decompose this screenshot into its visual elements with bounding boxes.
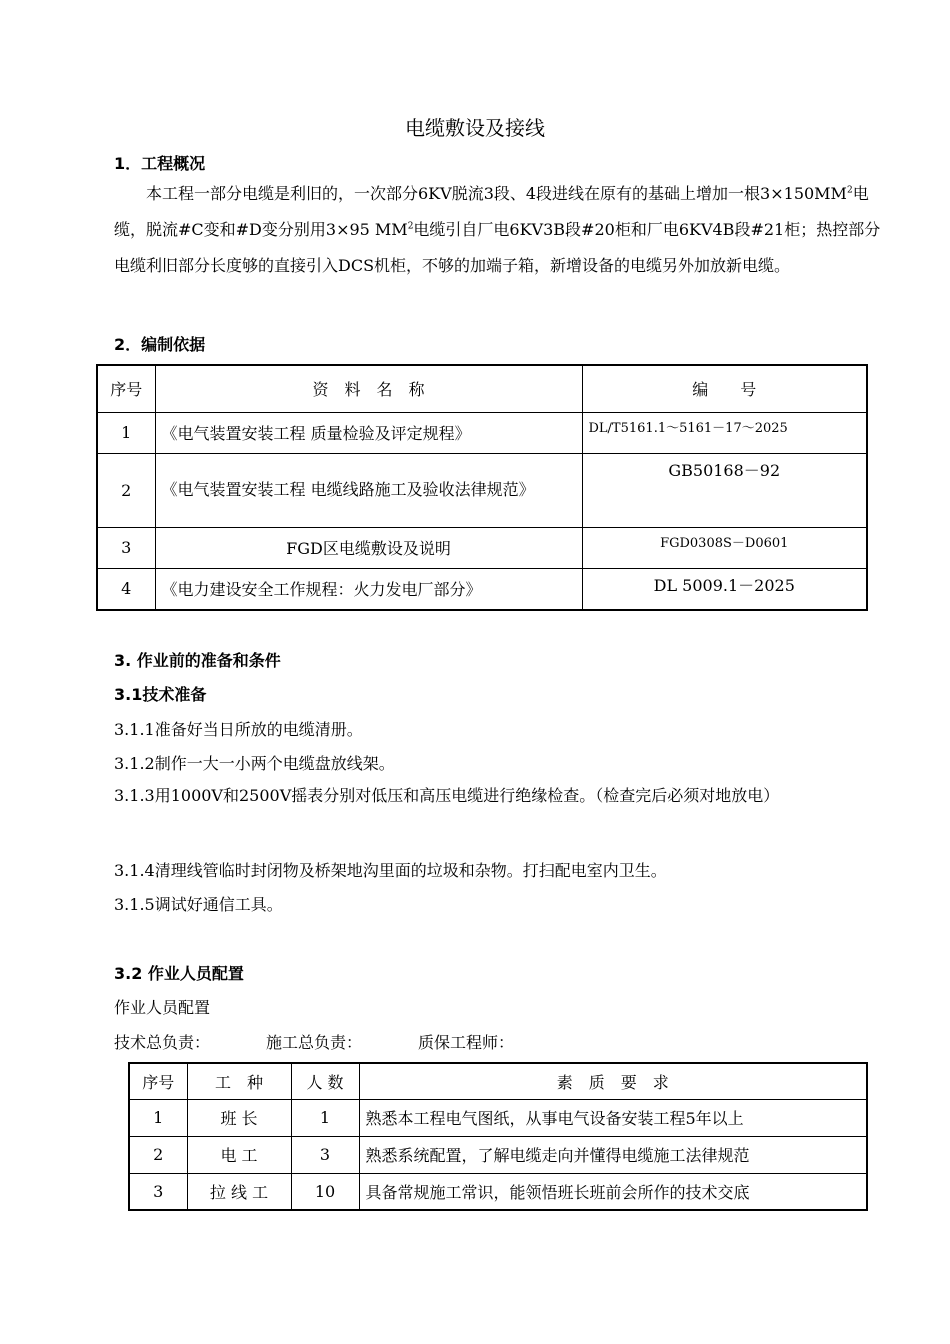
row-requirement: 熟悉系统配置，了解电缆走向并懂得电缆施工法律规范 [359, 1136, 867, 1173]
section-1-heading: 1．工程概况 [114, 154, 206, 173]
row-count: 10 [291, 1173, 359, 1210]
superscript-b: 2 [407, 221, 414, 232]
row-requirement: 具备常规施工常识，能领悟班长班前会所作的技术交底 [359, 1173, 867, 1210]
header-cell: 序号 [97, 365, 155, 412]
table-row [97, 412, 867, 453]
tech-manager-label: 技术总负责： [114, 1033, 211, 1052]
row-no: 2 [129, 1136, 187, 1173]
header-cell: 编 号 [582, 365, 867, 412]
table-header-row [129, 1063, 867, 1099]
document-title: 电缆敷设及接线 [405, 116, 545, 140]
row-type: 电 工 [187, 1136, 291, 1173]
superscript-a: 2 [846, 185, 853, 196]
para-part-c: 电缆引自厂电6KV3B段#20柜和厂电6KV4B段#21柜；热控部分电缆利旧部分长度够的直接引入DCS机柜，不够的加端子箱，新增设备的电缆另外加放新电缆。 [114, 220, 881, 275]
qa-engineer-label: 质保工程师： [418, 1033, 515, 1052]
table-header-row [97, 365, 867, 412]
row-no: 2 [97, 453, 155, 527]
table-row [129, 1173, 867, 1210]
manager-line [114, 1030, 514, 1053]
table-row [97, 527, 867, 568]
row-code: DL/T5161.1～5161－17～2025 [582, 412, 867, 453]
table-row [129, 1136, 867, 1173]
row-name: FGD区电缆敷设及说明 [155, 527, 582, 568]
reference-table [96, 364, 868, 611]
para-part-a: 本工程一部分电缆是利旧的，一次部分6KV脱流3段、4段进线在原有的基础上增加一根3×150MM [146, 184, 847, 203]
section-1-paragraph [114, 176, 882, 284]
row-name: 《电力建设安全工作规程：火力发电厂部分》 [155, 568, 582, 610]
row-code: GB50168－92 [582, 453, 867, 527]
row-type: 班 长 [187, 1099, 291, 1136]
row-code: FGD0308S－D0601 [582, 527, 867, 568]
row-count: 3 [291, 1136, 359, 1173]
construction-manager-label: 施工总负责： [266, 1033, 363, 1052]
row-no: 4 [97, 568, 155, 610]
row-name: 《电气装置安装工程 电缆线路施工及验收法律规范》 [155, 453, 582, 527]
row-type: 拉 线 工 [187, 1173, 291, 1210]
row-name: 《电气装置安装工程 质量检验及评定规程》 [155, 412, 582, 453]
row-no: 1 [97, 412, 155, 453]
row-no: 3 [129, 1173, 187, 1210]
row-no: 3 [97, 527, 155, 568]
para-part-b: 电缆，脱流#C变和#D变分别用3×95 MM [114, 184, 869, 239]
list-item: 3.1.5调试好通信工具。 [114, 895, 283, 914]
header-cell: 工 种 [187, 1063, 291, 1099]
table-row [97, 568, 867, 610]
list-item: 3.1.1准备好当日所放的电缆清册。 [114, 720, 363, 739]
section-2-heading: 2．编制依据 [114, 335, 206, 354]
table-row [129, 1099, 867, 1136]
section-3-heading: 3. 作业前的准备和条件 [114, 651, 281, 670]
row-no: 1 [129, 1099, 187, 1136]
row-code: DL 5009.1－2025 [582, 568, 867, 610]
section-3-2-text: 作业人员配置 [114, 998, 211, 1017]
header-cell: 素 质 要 求 [359, 1063, 867, 1099]
section-3-2-heading: 3.2 作业人员配置 [114, 964, 244, 983]
list-item: 3.1.4清理线管临时封闭物及桥架地沟里面的垃圾和杂物。打扫配电室内卫生。 [114, 861, 667, 880]
list-item: 3.1.2制作一大一小两个电缆盘放线架。 [114, 754, 395, 773]
table-row [97, 453, 867, 527]
header-cell: 序号 [129, 1063, 187, 1099]
section-3-1-heading: 3.1技术准备 [114, 685, 207, 704]
personnel-table [128, 1062, 868, 1211]
row-requirement: 熟悉本工程电气图纸，从事电气设备安装工程5年以上 [359, 1099, 867, 1136]
header-cell: 人 数 [291, 1063, 359, 1099]
header-cell: 资 料 名 称 [155, 365, 582, 412]
list-item: 3.1.3用1000V和2500V摇表分别对低压和高压电缆进行绝缘检查。（检查完后必须对地放电） [114, 786, 780, 805]
row-count: 1 [291, 1099, 359, 1136]
